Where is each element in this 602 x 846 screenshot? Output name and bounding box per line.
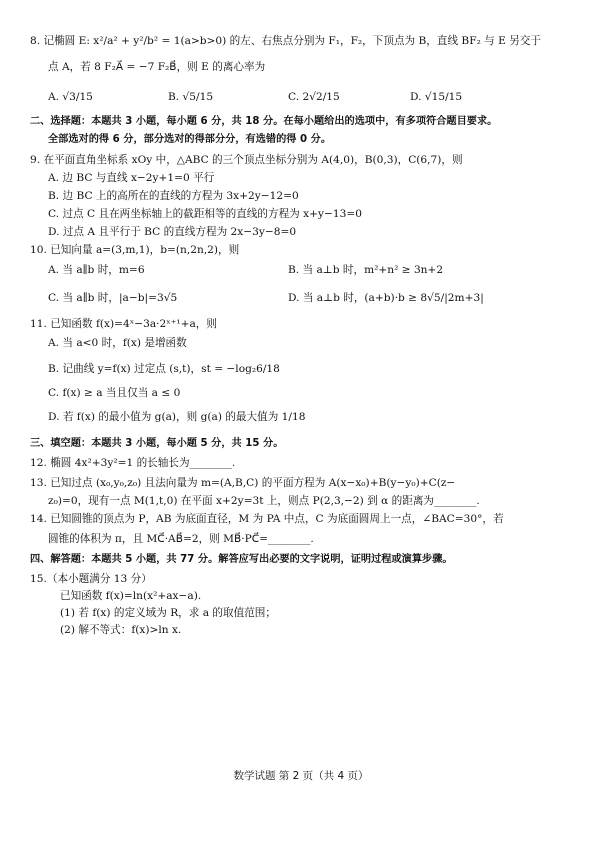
q14-line1: 14. 已知圆锥的顶点为 P，AB 为底面直径，M 为 PA 中点，C 为底面圆周上一点，∠BAC=30°，若 [30,513,504,525]
section4-title: 四、解答题：本题共 5 小题，共 77 分。解答应写出必要的文字说明，证明过程或演算步骤。 [30,554,453,565]
page-footer: 数学试题 第 2 页（共 4 页） [233,770,369,782]
q11-stem: 11. 已知函数 f(x)=4ˣ−3a·2ˣ⁺¹+a，则 [30,318,217,330]
q11-option-a: A. 当 a<0 时，f(x) 是增函数 [48,337,187,349]
q14-line2: 圆锥的体积为 π，且 MC⃗·AB⃗=2，则 MB⃗·PC⃗=________. [48,533,314,545]
q15-header: 15.（本小题满分 13 分） [30,573,152,585]
q9-stem: 9. 在平面直角坐标系 xOy 中，△ABC 的三个顶点坐标分别为 A(4,0)，B(0,3)，C(6,7)，则 [30,154,463,166]
q15-part2: (2) 解不等式：f(x)>ln x. [60,624,182,636]
q9-option-d: D. 过点 A 且平行于 BC 的直线方程为 2x−3y−8=0 [48,226,297,238]
q8-stem-line1: 8. 记椭圆 E: x²/a² + y²/b² = 1(a>b>0) 的左、右焦点分别为 F₁，F₂，下顶点为 B，直线 BF₂ 与 E 另交于 [30,35,542,47]
q10-option-c: C. 当 a∥b 时，|a−b|=3√5 [48,292,178,304]
q15-part1: (1) 若 f(x) 的定义域为 R，求 a 的取值范围； [60,607,276,619]
q9-option-a: A. 边 BC 与直线 x−2y+1=0 平行 [48,172,215,184]
q12-text: 12. 椭圆 4x²+3y²=1 的长轴长为________. [30,457,236,469]
q9-option-c: C. 过点 C 且在两坐标轴上的截距相等的直线的方程为 x+y−13=0 [48,208,362,220]
q11-option-d: D. 若 f(x) 的最小值为 g(a)，则 g(a) 的最大值为 1/18 [48,411,306,423]
q13-line1: 13. 已知过点 (x₀,y₀,z₀) 且法向量为 m=(A,B,C) 的平面方程为 A(x−x₀)+B(y−y₀)+C(z− [30,477,456,489]
q15-given: 已知函数 f(x)=ln(x²+ax−a). [60,590,202,602]
section3-title: 三、填空题：本题共 3 小题，每小题 5 分，共 15 分。 [30,438,284,449]
q8-stem-line2: 点 A，若 8 F₂A⃗ = −7 F₂B⃗，则 E 的离心率为 [48,61,266,73]
q10-option-a: A. 当 a∥b 时，m=6 [48,264,145,276]
q8-option-d: D. √15/15 [410,91,463,103]
q9-option-b: B. 边 BC 上的高所在的直线的方程为 3x+2y−12=0 [48,190,299,202]
section2-title: 二、选择题：本题共 3 小题，每小题 6 分，共 18 分。在每小题给出的选项中，有多项符合题目要求。 [30,116,498,127]
q11-option-b: B. 记曲线 y=f(x) 过定点 (s,t)，st = −log₂6/18 [48,363,280,375]
q11-option-c: C. f(x) ≥ a 当且仅当 a ≤ 0 [48,387,181,399]
q10-stem: 10. 已知向量 a=(3,m,1)，b=(n,2n,2)，则 [30,244,240,256]
q13-line2: z₀)=0，现有一点 M(1,t,0) 在平面 x+2y=3t 上，则点 P(2,3,−2) 到 α 的距离为________. [48,495,480,507]
q10-option-d: D. 当 a⊥b 时，(a+b)·b ≥ 8√5/|2m+3| [288,292,484,304]
q10-option-b: B. 当 a⊥b 时，m²+n² ≥ 3n+2 [288,264,444,276]
q8-option-a: A. √3/15 [48,91,93,103]
q8-option-b: B. √5/15 [168,91,214,103]
q8-option-c: C. 2√2/15 [288,91,340,103]
section2-scoring: 全部选对的得 6 分，部分选对的得部分分，有选错的得 0 分。 [48,134,332,145]
